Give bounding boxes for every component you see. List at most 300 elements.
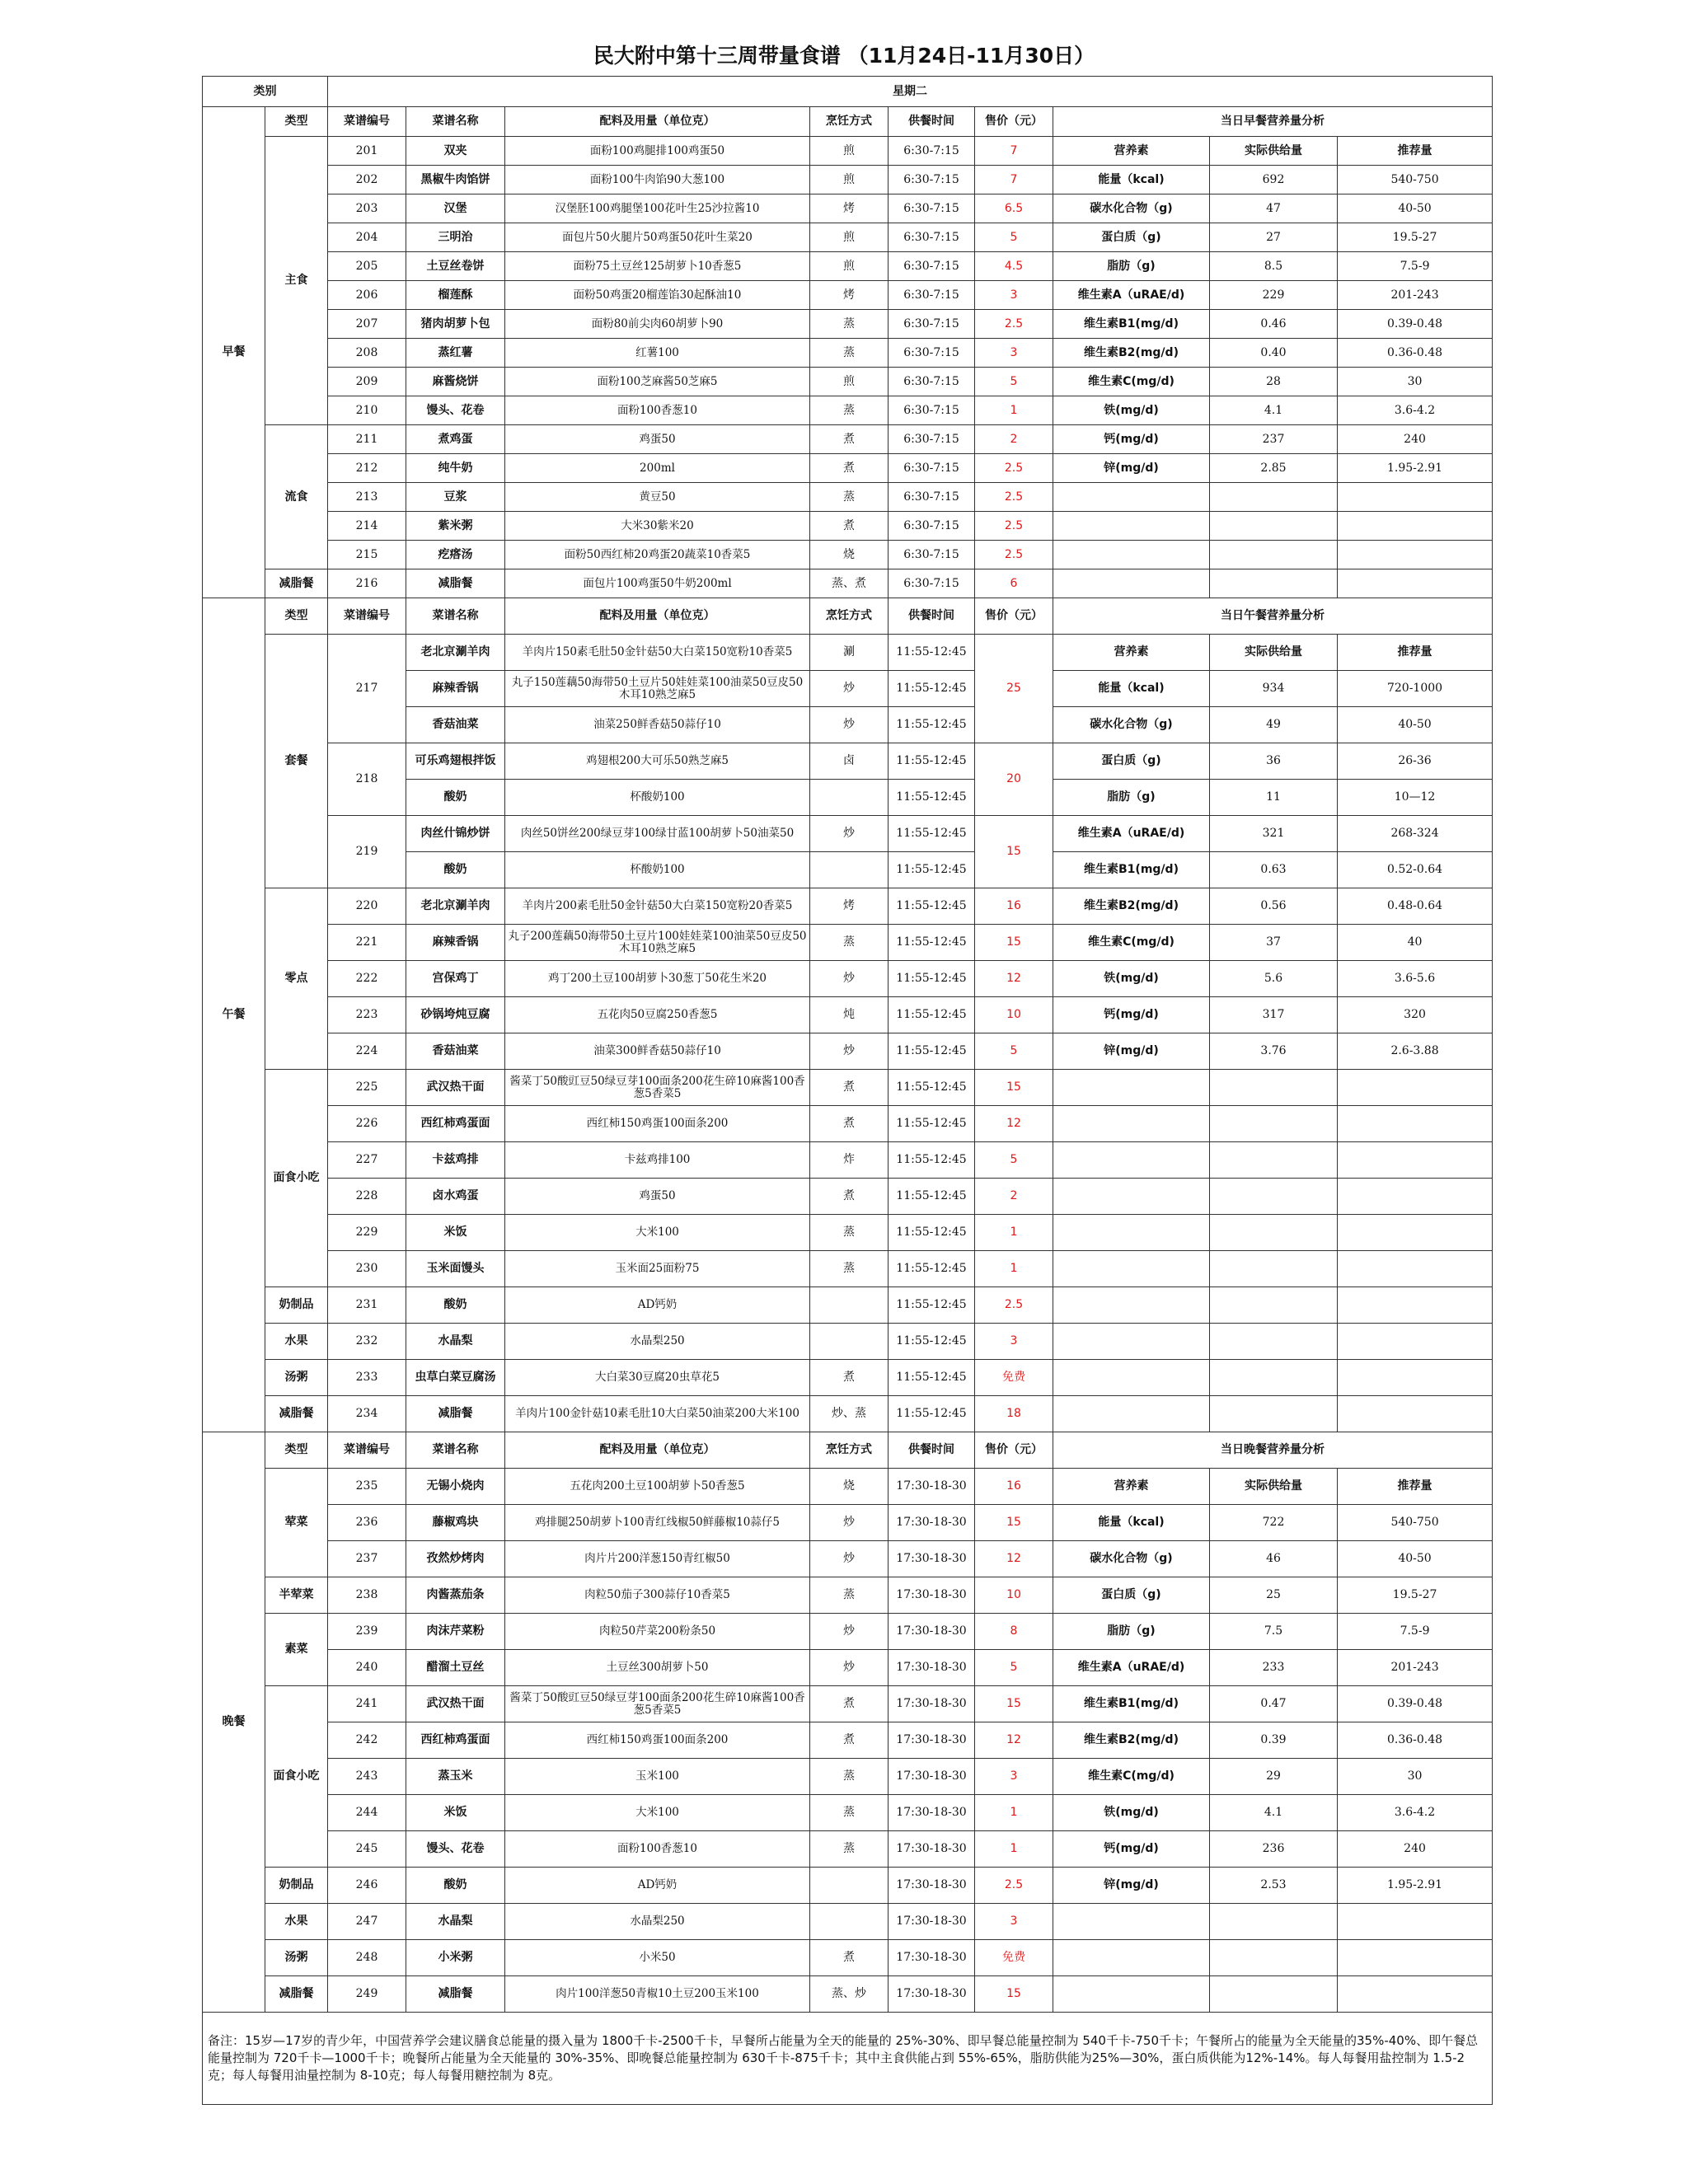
dish-price: 8 (975, 1614, 1053, 1650)
nutrient-actual: 25 (1210, 1577, 1338, 1614)
serving-time: 11:55-12:45 (889, 852, 975, 888)
serving-time: 17:30-18-30 (889, 1904, 975, 1940)
cooking-method (810, 1287, 889, 1324)
empty-cell (1210, 1070, 1338, 1106)
nutrient-name: 维生素A（uRAE/d) (1053, 281, 1210, 310)
nutrient-recommended: 40-50 (1338, 707, 1493, 743)
cooking-method: 煎 (810, 223, 889, 252)
cooking-method: 烧 (810, 541, 889, 569)
dish-type: 流食 (265, 425, 328, 569)
column-header: 菜谱名称 (406, 1432, 505, 1469)
cooking-method: 炒 (810, 816, 889, 852)
nutrient-recommended: 0.52-0.64 (1338, 852, 1493, 888)
cooking-method: 蒸 (810, 1831, 889, 1868)
nutrient-actual: 321 (1210, 816, 1338, 852)
column-header: 类型 (265, 598, 328, 635)
empty-cell (1210, 1179, 1338, 1215)
serving-time: 17:30-18-30 (889, 1940, 975, 1976)
dish-price: 免费 (975, 1360, 1053, 1396)
empty-cell (1338, 1070, 1493, 1106)
dish-id: 246 (328, 1868, 406, 1904)
nutrient-actual: 7.5 (1210, 1614, 1338, 1650)
dish-name: 肉酱蒸茄条 (406, 1577, 505, 1614)
empty-cell (1338, 1179, 1493, 1215)
cooking-method: 炒 (810, 961, 889, 997)
dish-price: 12 (975, 961, 1053, 997)
dish-name: 土豆丝卷饼 (406, 252, 505, 281)
nutrient-recommended: 320 (1338, 997, 1493, 1033)
dish-ingredients: 鸡排腿250胡萝卜100青红线椒50鲜藤椒10蒜仔5 (505, 1505, 810, 1541)
cooking-method: 煮 (810, 454, 889, 483)
nutrient-recommended: 201-243 (1338, 281, 1493, 310)
empty-cell (1053, 1070, 1210, 1106)
serving-time: 6:30-7:15 (889, 454, 975, 483)
serving-time: 11:55-12:45 (889, 925, 975, 961)
nutrient-actual: 4.1 (1210, 396, 1338, 425)
dish-name: 豆浆 (406, 483, 505, 512)
nutrition-analysis-title: 当日晚餐营养量分析 (1053, 1432, 1493, 1469)
nutrient-name: 维生素C(mg/d) (1053, 1759, 1210, 1795)
empty-cell (1053, 1215, 1210, 1251)
serving-time: 17:30-18-30 (889, 1795, 975, 1831)
dish-price: 1 (975, 1215, 1053, 1251)
dish-id: 244 (328, 1795, 406, 1831)
dish-id: 212 (328, 454, 406, 483)
nutrient-recommended: 201-243 (1338, 1650, 1493, 1686)
serving-time: 17:30-18-30 (889, 1831, 975, 1868)
nutrient-actual: 47 (1210, 194, 1338, 223)
cooking-method (810, 1868, 889, 1904)
nutrient-name: 维生素C(mg/d) (1053, 925, 1210, 961)
serving-time: 11:55-12:45 (889, 1179, 975, 1215)
cooking-method: 蒸 (810, 925, 889, 961)
cooking-method: 煮 (810, 512, 889, 541)
nutrient-name: 碳水化合物（g) (1053, 707, 1210, 743)
cooking-method (810, 1324, 889, 1360)
dish-price: 15 (975, 1976, 1053, 2013)
dish-price: 2.5 (975, 512, 1053, 541)
dish-price: 5 (975, 223, 1053, 252)
dish-ingredients: 面粉50西红柿20鸡蛋20蔬菜10香菜5 (505, 541, 810, 569)
dish-name: 水晶梨 (406, 1324, 505, 1360)
dish-type: 套餐 (265, 635, 328, 888)
serving-time: 17:30-18-30 (889, 1505, 975, 1541)
dish-name: 酸奶 (406, 1287, 505, 1324)
empty-cell (1338, 1106, 1493, 1142)
nutrient-actual: 236 (1210, 1831, 1338, 1868)
dish-name: 老北京涮羊肉 (406, 888, 505, 925)
dish-name: 纯牛奶 (406, 454, 505, 483)
nutrient-recommended: 3.6-4.2 (1338, 1795, 1493, 1831)
empty-cell (1210, 1287, 1338, 1324)
dish-ingredients: 黄豆50 (505, 483, 810, 512)
dish-price: 10 (975, 1577, 1053, 1614)
dish-price: 15 (975, 1686, 1053, 1722)
serving-time: 6:30-7:15 (889, 252, 975, 281)
dish-type: 奶制品 (265, 1868, 328, 1904)
cooking-method: 煎 (810, 368, 889, 396)
category-header: 类别 (203, 77, 328, 107)
dish-name: 黑椒牛肉馅饼 (406, 166, 505, 194)
dish-id: 213 (328, 483, 406, 512)
nutrient-name: 蛋白质（g) (1053, 223, 1210, 252)
nutrition-analysis-title: 当日早餐营养量分析 (1053, 107, 1493, 137)
column-header: 售价（元） (975, 598, 1053, 635)
dish-ingredients: 卡兹鸡排100 (505, 1142, 810, 1179)
nutrient-name: 脂肪（g) (1053, 1614, 1210, 1650)
nutrient-actual: 2.53 (1210, 1868, 1338, 1904)
dish-id: 236 (328, 1505, 406, 1541)
dish-ingredients: 大米30紫米20 (505, 512, 810, 541)
nutrient-name: 蛋白质（g) (1053, 743, 1210, 780)
empty-cell (1338, 569, 1493, 598)
nutrient-actual: 317 (1210, 997, 1338, 1033)
empty-cell (1338, 1396, 1493, 1432)
serving-time: 6:30-7:15 (889, 425, 975, 454)
dish-ingredients: 大米100 (505, 1215, 810, 1251)
serving-time: 6:30-7:15 (889, 166, 975, 194)
combo-price: 15 (975, 816, 1053, 888)
empty-cell (1210, 1940, 1338, 1976)
nutrient-recommended: 240 (1338, 1831, 1493, 1868)
dish-id: 229 (328, 1215, 406, 1251)
dish-price: 2.5 (975, 541, 1053, 569)
serving-time: 11:55-12:45 (889, 707, 975, 743)
dish-price: 18 (975, 1396, 1053, 1432)
dish-name: 无锡小烧肉 (406, 1469, 505, 1505)
serving-time: 11:55-12:45 (889, 888, 975, 925)
nutrient-actual: 49 (1210, 707, 1338, 743)
dish-price: 16 (975, 888, 1053, 925)
cooking-method: 炖 (810, 997, 889, 1033)
day-header: 星期二 (328, 77, 1493, 107)
dish-id: 234 (328, 1396, 406, 1432)
dish-id: 203 (328, 194, 406, 223)
dish-id: 242 (328, 1722, 406, 1759)
dish-id: 217 (328, 635, 406, 743)
dish-name: 榴莲酥 (406, 281, 505, 310)
nutrient-name: 碳水化合物（g) (1053, 194, 1210, 223)
dish-price: 12 (975, 1722, 1053, 1759)
column-header: 类型 (265, 107, 328, 137)
nutrient-recommended: 1.95-2.91 (1338, 454, 1493, 483)
nutrient-name: 锌(mg/d) (1053, 1868, 1210, 1904)
dish-id: 202 (328, 166, 406, 194)
dish-name: 宫保鸡丁 (406, 961, 505, 997)
nutrient-actual: 37 (1210, 925, 1338, 961)
nutrient-recommended: 1.95-2.91 (1338, 1868, 1493, 1904)
column-header: 类型 (265, 1432, 328, 1469)
dish-name: 紫米粥 (406, 512, 505, 541)
dish-name: 蒸玉米 (406, 1759, 505, 1795)
empty-cell (1210, 1360, 1338, 1396)
empty-cell (1053, 1287, 1210, 1324)
dish-price: 12 (975, 1541, 1053, 1577)
dish-name: 蒸红薯 (406, 339, 505, 368)
dish-id: 237 (328, 1541, 406, 1577)
empty-cell (1338, 1251, 1493, 1287)
empty-cell (1338, 541, 1493, 569)
dish-id: 208 (328, 339, 406, 368)
empty-cell (1338, 1324, 1493, 1360)
empty-cell (1053, 569, 1210, 598)
cooking-method: 炒 (810, 1650, 889, 1686)
nutrient-actual: 0.56 (1210, 888, 1338, 925)
dish-ingredients: 羊肉片150素毛肚50金针菇50大白菜150宽粉10香菜5 (505, 635, 810, 671)
dish-id: 201 (328, 137, 406, 166)
nutrient-recommended: 0.36-0.48 (1338, 1722, 1493, 1759)
dish-id: 245 (328, 1831, 406, 1868)
nutrient-name: 脂肪（g) (1053, 780, 1210, 816)
nutrient-recommended: 40 (1338, 925, 1493, 961)
serving-time: 11:55-12:45 (889, 1396, 975, 1432)
nutrient-name: 锌(mg/d) (1053, 454, 1210, 483)
dish-type: 奶制品 (265, 1287, 328, 1324)
dish-type: 素菜 (265, 1614, 328, 1686)
empty-cell (1338, 1215, 1493, 1251)
dish-name: 麻酱烧饼 (406, 368, 505, 396)
nutrient-recommended: 3.6-5.6 (1338, 961, 1493, 997)
cooking-method: 炒 (810, 1033, 889, 1070)
dish-price: 1 (975, 396, 1053, 425)
nutrient-recommended: 19.5-27 (1338, 223, 1493, 252)
nutrient-recommended: 10—12 (1338, 780, 1493, 816)
cooking-method: 烤 (810, 888, 889, 925)
dish-price: 2 (975, 425, 1053, 454)
nutrient-name: 铁(mg/d) (1053, 1795, 1210, 1831)
column-header: 烹饪方式 (810, 1432, 889, 1469)
serving-time: 17:30-18-30 (889, 1469, 975, 1505)
empty-cell (1053, 541, 1210, 569)
dish-price: 15 (975, 925, 1053, 961)
dish-price: 1 (975, 1795, 1053, 1831)
dish-id: 239 (328, 1614, 406, 1650)
serving-time: 6:30-7:15 (889, 339, 975, 368)
dish-name: 西红柿鸡蛋面 (406, 1106, 505, 1142)
nutrient-actual: 36 (1210, 743, 1338, 780)
serving-time: 11:55-12:45 (889, 997, 975, 1033)
dish-ingredients: 水晶梨250 (505, 1324, 810, 1360)
dish-ingredients: 肉粒50茄子300蒜仔10香菜5 (505, 1577, 810, 1614)
empty-cell (1053, 1976, 1210, 2013)
column-header: 烹饪方式 (810, 598, 889, 635)
empty-cell (1210, 1396, 1338, 1432)
dish-type: 零点 (265, 888, 328, 1070)
serving-time: 6:30-7:15 (889, 396, 975, 425)
serving-time: 11:55-12:45 (889, 743, 975, 780)
serving-time: 11:55-12:45 (889, 961, 975, 997)
column-header: 售价（元） (975, 107, 1053, 137)
dish-id: 232 (328, 1324, 406, 1360)
dish-ingredients: 肉片片200洋葱150青红椒50 (505, 1541, 810, 1577)
serving-time: 11:55-12:45 (889, 1324, 975, 1360)
dish-type: 减脂餐 (265, 1976, 328, 2013)
column-header: 菜谱编号 (328, 1432, 406, 1469)
dish-name: 玉米面馒头 (406, 1251, 505, 1287)
dish-price: 1 (975, 1251, 1053, 1287)
nutrient-recommended: 3.6-4.2 (1338, 396, 1493, 425)
nutrient-recommended: 540-750 (1338, 1505, 1493, 1541)
cooking-method: 煮 (810, 1360, 889, 1396)
column-header: 配料及用量（单位克） (505, 598, 810, 635)
dish-id: 211 (328, 425, 406, 454)
dish-name: 馒头、花卷 (406, 396, 505, 425)
nutrient-name: 维生素B1(mg/d) (1053, 852, 1210, 888)
column-header: 配料及用量（单位克） (505, 107, 810, 137)
dish-id: 205 (328, 252, 406, 281)
serving-time: 11:55-12:45 (889, 1070, 975, 1106)
nutrient-name: 钙(mg/d) (1053, 1831, 1210, 1868)
serving-time: 17:30-18-30 (889, 1577, 975, 1614)
dish-ingredients: 羊肉片100金针菇10素毛肚10大白菜50油菜200大米100 (505, 1396, 810, 1432)
empty-cell (1053, 1251, 1210, 1287)
column-header: 供餐时间 (889, 598, 975, 635)
dish-name: 麻辣香锅 (406, 671, 505, 707)
dish-price: 2.5 (975, 483, 1053, 512)
dish-ingredients: 面粉100香葱10 (505, 396, 810, 425)
cooking-method: 煮 (810, 1179, 889, 1215)
dish-ingredients: 肉片100洋葱50青椒10土豆200玉米100 (505, 1976, 810, 2013)
dish-ingredients: AD钙奶 (505, 1868, 810, 1904)
nutrient-name: 钙(mg/d) (1053, 425, 1210, 454)
dish-name: 三明治 (406, 223, 505, 252)
cooking-method: 炒 (810, 1505, 889, 1541)
serving-time: 11:55-12:45 (889, 1033, 975, 1070)
serving-time: 17:30-18-30 (889, 1868, 975, 1904)
dish-ingredients: 200ml (505, 454, 810, 483)
nutrient-actual: 233 (1210, 1650, 1338, 1686)
page-title: 民大附中第十三周带量食谱 （11月24日-11月30日） (593, 44, 1095, 68)
dish-ingredients: 汉堡胚100鸡腿堡100花叶生25沙拉酱10 (505, 194, 810, 223)
dish-ingredients: 丸子150莲藕50海带50土豆片50娃娃菜100油菜50豆皮50木耳10熟芝麻5 (505, 671, 810, 707)
nutrient-recommended: 30 (1338, 1759, 1493, 1795)
dish-id: 219 (328, 816, 406, 888)
dish-name: 醋溜土豆丝 (406, 1650, 505, 1686)
dish-price: 3 (975, 1759, 1053, 1795)
dish-price: 10 (975, 997, 1053, 1033)
dish-ingredients: 面粉100牛肉馅90大葱100 (505, 166, 810, 194)
cooking-method: 煎 (810, 137, 889, 166)
dish-ingredients: 鸡蛋50 (505, 1179, 810, 1215)
empty-cell (1210, 541, 1338, 569)
nutrition-analysis-title: 当日午餐营养量分析 (1053, 598, 1493, 635)
empty-cell (1053, 1179, 1210, 1215)
nutrient-recommended: 7.5-9 (1338, 252, 1493, 281)
dish-price: 7 (975, 137, 1053, 166)
nutrient-recommended: 240 (1338, 425, 1493, 454)
empty-cell (1210, 1106, 1338, 1142)
dish-type: 主食 (265, 137, 328, 425)
dish-name: 米饭 (406, 1215, 505, 1251)
empty-cell (1053, 1324, 1210, 1360)
dish-ingredients: 大白菜30豆腐20虫草花5 (505, 1360, 810, 1396)
serving-time: 17:30-18-30 (889, 1650, 975, 1686)
dish-ingredients: 玉米100 (505, 1759, 810, 1795)
serving-time: 17:30-18-30 (889, 1722, 975, 1759)
nutrient-name: 维生素B2(mg/d) (1053, 1722, 1210, 1759)
serving-time: 17:30-18-30 (889, 1976, 975, 2013)
dish-name: 米饭 (406, 1795, 505, 1831)
dish-price: 5 (975, 368, 1053, 396)
dish-ingredients: 面粉100芝麻酱50芝麻5 (505, 368, 810, 396)
dish-id: 241 (328, 1686, 406, 1722)
serving-time: 6:30-7:15 (889, 483, 975, 512)
empty-cell (1210, 569, 1338, 598)
cooking-method: 蒸 (810, 1251, 889, 1287)
cooking-method: 蒸 (810, 339, 889, 368)
nutrient-actual: 0.46 (1210, 310, 1338, 339)
nutrient-actual: 5.6 (1210, 961, 1338, 997)
nutrient-actual: 2.85 (1210, 454, 1338, 483)
serving-time: 6:30-7:15 (889, 368, 975, 396)
dish-id: 209 (328, 368, 406, 396)
column-header: 烹饪方式 (810, 107, 889, 137)
nutrition-column-header: 推荐量 (1338, 635, 1493, 671)
empty-cell (1338, 512, 1493, 541)
dish-name: 西红柿鸡蛋面 (406, 1722, 505, 1759)
cooking-method: 蒸 (810, 1577, 889, 1614)
dish-name: 卡兹鸡排 (406, 1142, 505, 1179)
cooking-method (810, 780, 889, 816)
nutrient-recommended: 0.36-0.48 (1338, 339, 1493, 368)
empty-cell (1210, 1904, 1338, 1940)
nutrient-actual: 27 (1210, 223, 1338, 252)
empty-cell (1338, 1940, 1493, 1976)
serving-time: 11:55-12:45 (889, 1251, 975, 1287)
empty-cell (1210, 1251, 1338, 1287)
nutrient-recommended: 540-750 (1338, 166, 1493, 194)
dish-name: 虫草白菜豆腐汤 (406, 1360, 505, 1396)
cooking-method: 蒸 (810, 310, 889, 339)
nutrient-actual: 28 (1210, 368, 1338, 396)
dish-id: 206 (328, 281, 406, 310)
dish-price: 12 (975, 1106, 1053, 1142)
empty-cell (1210, 512, 1338, 541)
cooking-method: 炒 (810, 1614, 889, 1650)
dish-id: 248 (328, 1940, 406, 1976)
cooking-method: 煎 (810, 166, 889, 194)
serving-time: 11:55-12:45 (889, 780, 975, 816)
dish-name: 孜然炒烤肉 (406, 1541, 505, 1577)
dish-name: 香菇油菜 (406, 707, 505, 743)
column-header: 售价（元） (975, 1432, 1053, 1469)
meal-breakfast: 早餐 (203, 107, 265, 598)
nutrition-column-header: 实际供给量 (1210, 1469, 1338, 1505)
nutrient-recommended: 0.48-0.64 (1338, 888, 1493, 925)
nutrient-actual: 692 (1210, 166, 1338, 194)
cooking-method: 涮 (810, 635, 889, 671)
dish-id: 218 (328, 743, 406, 816)
dish-price: 15 (975, 1505, 1053, 1541)
meal-lunch: 午餐 (203, 598, 265, 1432)
dish-price: 免费 (975, 1940, 1053, 1976)
nutrient-recommended: 0.39-0.48 (1338, 1686, 1493, 1722)
nutrient-recommended: 30 (1338, 368, 1493, 396)
cooking-method: 蒸 (810, 396, 889, 425)
nutrient-name: 蛋白质（g) (1053, 1577, 1210, 1614)
nutrient-actual: 8.5 (1210, 252, 1338, 281)
dish-price: 2 (975, 1179, 1053, 1215)
nutrient-recommended: 40-50 (1338, 194, 1493, 223)
nutrient-actual: 0.63 (1210, 852, 1338, 888)
dish-name: 砂锅垮炖豆腐 (406, 997, 505, 1033)
cooking-method: 煎 (810, 252, 889, 281)
nutrient-actual: 4.1 (1210, 1795, 1338, 1831)
dish-id: 224 (328, 1033, 406, 1070)
dish-name: 藤椒鸡块 (406, 1505, 505, 1541)
nutrient-actual: 0.40 (1210, 339, 1338, 368)
dish-ingredients: 面包片100鸡蛋50牛奶200ml (505, 569, 810, 598)
